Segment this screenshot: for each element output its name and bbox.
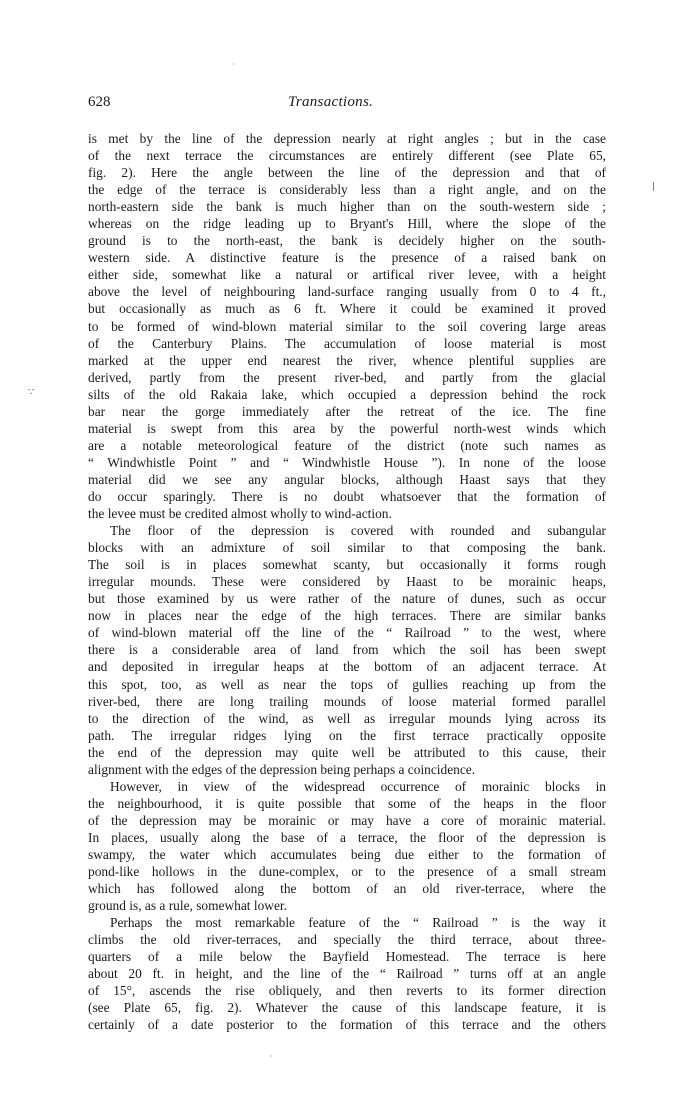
text-line: the end of the depression may quite well be attributed to this cause, their [88,744,606,760]
text-line: to the direction of the wind, as well as irregular mounds lying across its [88,710,606,726]
text-line: material is swept from this area by the powerful north-west winds which [88,420,606,436]
text-line: path. The irregular ridges lying on the first terrace practically opposite [88,727,606,743]
text-line: western side. A distinctive feature is the presence of a raised bank on [88,250,606,266]
running-header [88,94,608,114]
margin-smudge: ∵ [28,387,35,398]
text-line: about 20 ft. in height, and the line of the “ Railroad ” turns off at an angle [88,966,606,982]
text-line: but those examined by us were rather of the nature of dunes, such as occur [88,591,606,607]
text-line: of the next terrace the circumstances are entirely different (see Plate 65, [88,148,606,164]
text-line: the edge of the terrace is considerably less than a right angle, and on the [88,182,606,198]
text-line: The floor of the depression is covered with rounded and subangular [110,523,606,539]
text-line: is met by the line of the depression nearly at right angles ; but in the case [88,131,606,146]
text-line: now in places near the edge of the high terraces. There are similar banks [88,608,606,624]
text-line: of the depression may be morainic or may have a core of morainic material. [88,812,606,828]
text-line: climbs the old river-terraces, and specially the third terrace, about three- [88,932,606,948]
text-line: there is a considerable area of land from which the soil has been swept [88,642,606,658]
text-line: alignment with the edges of the depression being perhaps a coincidence. [88,761,476,777]
text-line: certainly of a date posterior to the formation of this terrace and the others [88,1017,606,1033]
text-line: whereas on the ridge leading up to Bryant's Hill, where the slope of the [88,216,606,232]
text-line: derived, partly from the present river-bed, and partly from the glacial [88,369,606,385]
text-line: “ Windwhistle Point ” and “ Windwhistle House ”). In none of the loose [88,454,606,470]
text-line: to be formed of wind-blown material similar to the soil covering large areas [88,318,606,334]
page-speck: · [232,60,235,69]
running-title: Transactions. [288,94,374,110]
body-text [88,130,606,1033]
text-line: material did we see any angular blocks, although Haast says that they [88,471,606,487]
page-speck-bottom: · [270,1052,273,1061]
text-line: In places, usually along the base of a terrace, the floor of the depression is [88,829,606,845]
text-line: quarters of a mile below the Bayfield Homestead. The terrace is here [88,949,606,965]
text-line: above the level of neighbouring land-surface ranging usually from 0 to 4 ft., [88,284,606,300]
text-line: river-bed, there are long trailing mounds of loose material formed parallel [88,693,606,709]
text-line: of wind-blown material off the line of the “ Railroad ” to the west, where [88,625,606,641]
text-line: of the Canterbury Plains. The accumulation of loose material is most [88,335,606,351]
text-line: the levee must be credited almost wholly to wind-action. [88,506,392,522]
text-line: ground is to the north-east, the bank is decidely higher on the south- [88,233,606,249]
text-line: However, in view of the widespread occurrence of morainic blocks in [110,778,606,794]
text-line: do occur sparingly. There is no doubt whatsoever that the formation of [88,488,606,504]
margin-mark: | [652,182,656,192]
text-line: and deposited in irregular heaps at the bottom of an adjacent terrace. At [88,659,606,675]
text-line: (see Plate 65, fig. 2). Whatever the cause of this landscape feature, it is [88,1000,606,1016]
text-line: either side, somewhat like a natural or artifical river levee, with a height [88,267,606,283]
paragraph [88,522,606,778]
text-line: bar near the gorge immediately after the retreat of the ice. The fine [88,403,606,419]
text-line: are a notable meteorological feature of the district (note such names as [88,437,606,453]
text-line: The soil is in places somewhat scanty, but occasionally it forms rough [88,557,606,573]
page-number: 628 [88,94,111,110]
text-line: blocks with an admixture of soil similar to that composing the bank. [88,540,606,556]
text-line: swampy, the water which accumulates being due either to the formation of [88,846,606,862]
text-line: silts of the old Rakaia lake, which occupied a depression behind the rock [88,386,606,402]
text-line: of 15°, ascends the rise obliquely, and then reverts to its former direction [88,983,606,999]
text-line: but occasionally as much as 6 ft. Where it could be examined it proved [88,301,606,317]
text-line: the neighbourhood, it is quite possible that some of the heaps in the floor [88,795,606,811]
text-line: pond-like hollows in the dune-complex, or to the presence of a small stream [88,864,606,880]
text-line: marked at the upper end nearest the river, whence plentiful supplies are [88,352,606,368]
text-line: north-eastern side the bank is much higher than on the south-western side ; [88,199,606,215]
paragraph [88,914,606,1033]
text-line: fig. 2). Here the angle between the line of the depression and that of [88,165,606,181]
text-line: ground is, as a rule, somewhat lower. [88,898,287,914]
text-line: Perhaps the most remarkable feature of the “ Railroad ” is the way it [110,915,606,931]
paragraph [88,778,606,914]
paragraph [88,130,606,522]
text-line: this spot, too, as well as near the tops of gullies reaching up from the [88,676,606,692]
text-line: irregular mounds. These were considered by Haast to be morainic heaps, [88,574,606,590]
text-line: which has followed along the bottom of an old river-terrace, where the [88,881,606,897]
